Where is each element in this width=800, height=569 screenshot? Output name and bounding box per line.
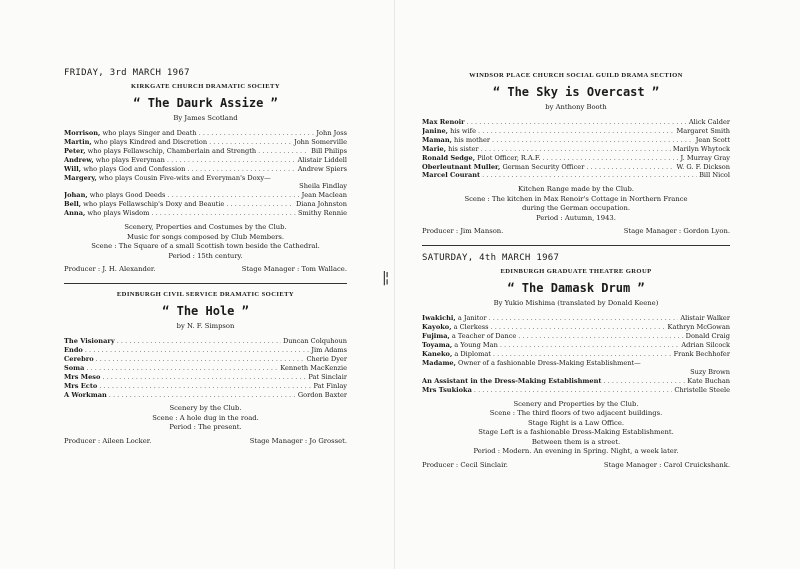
character xyxy=(64,165,185,174)
leader-dots xyxy=(493,350,672,359)
actor-name: Alistair Liddell xyxy=(297,155,347,164)
character-name: Marie, xyxy=(422,144,447,153)
character-role: who plays God and Confession xyxy=(81,164,186,173)
producer-credit: Producer : Aileen Locker. xyxy=(64,436,152,445)
producer-credit: Producer : J. H. Alexander. xyxy=(64,265,156,274)
actor-name: Marilyn Whytock xyxy=(672,144,730,153)
leader-dots xyxy=(226,200,294,209)
cast-list xyxy=(422,118,730,180)
character xyxy=(422,127,476,136)
character-role: a Janitor xyxy=(455,314,487,323)
character xyxy=(422,154,540,163)
note-line: Period : 15th century. xyxy=(168,251,243,260)
character-name: Maman, xyxy=(422,135,452,144)
performance-date: SATURDAY, 4th MARCH 1967 xyxy=(422,253,560,264)
credits xyxy=(64,437,347,445)
actor-name: Jean Scott xyxy=(695,135,730,144)
play-title: “ The Damask Drum ” xyxy=(507,281,645,296)
character xyxy=(64,355,94,364)
actor-name: W. G. F. Dickson xyxy=(676,162,730,171)
production-notes xyxy=(64,223,347,261)
cast-entry xyxy=(64,156,347,165)
cast-entry xyxy=(422,323,730,332)
character xyxy=(422,377,601,386)
left-page xyxy=(0,0,395,569)
leader-dots xyxy=(481,145,671,154)
leader-dots xyxy=(482,171,697,180)
actor-name: Sheila Findlay xyxy=(299,182,347,191)
production-notes xyxy=(422,400,730,457)
character-role: his wife xyxy=(447,126,477,135)
character-name: Endo xyxy=(64,345,83,354)
character-role: who plays Wisdom xyxy=(85,209,150,218)
note-line: Scene : A hole dug in the road. xyxy=(152,413,259,422)
note-line: Scene : The kitchen in Max Renoir's Cottage in Northern France xyxy=(464,194,688,203)
actor-name: Kathryn McGowan xyxy=(667,323,730,332)
character-name: Peter, xyxy=(64,146,86,155)
character-name: Mrs Tsukioka xyxy=(422,385,472,394)
note-line: during the German occupation. xyxy=(521,204,631,213)
actor-name: Pat Sinclair xyxy=(308,372,347,381)
stage-manager-credit: Stage Manager : Tom Wallace. xyxy=(241,265,347,274)
actor-name: John Joss xyxy=(316,129,347,137)
character-role: who plays Cousin Five-wits and Everyman's Doxy— xyxy=(96,173,271,182)
character-name: Will, xyxy=(64,164,82,173)
play-title: “ The Sky is Overcast ” xyxy=(492,85,660,99)
leader-dots xyxy=(167,191,299,200)
actor-name: Gordon Baxter xyxy=(297,390,347,399)
cast-entry xyxy=(422,145,730,154)
character-name: Morrison, xyxy=(64,129,101,137)
character xyxy=(64,391,107,400)
actor-name: Donald Craig xyxy=(685,332,730,341)
leader-dots xyxy=(209,138,292,147)
character-name: An Assistant in the Dress-Making Establishment xyxy=(422,376,602,385)
production-notes xyxy=(422,185,730,223)
note-line: Scenery, Properties and Costumes by the Club. xyxy=(124,223,287,232)
note-line: Scenery and Properties by the Club. xyxy=(513,399,639,408)
cast-entry xyxy=(422,154,730,163)
society-name: WINDSOR PLACE CHURCH SOCIAL GUILD DRAMA SECTION xyxy=(469,72,683,79)
note-line: Music for songs composed by Club Members. xyxy=(126,232,285,241)
society-name: KIRKGATE CHURCH DRAMATIC SOCIETY xyxy=(130,83,281,90)
actor-name: Kenneth MacKenzie xyxy=(280,363,347,372)
cast-entry xyxy=(422,359,730,377)
character-name: Max Renoir xyxy=(422,118,465,126)
character-name: Margery, xyxy=(64,173,97,182)
character-name: Cerebro xyxy=(64,354,94,363)
character-name: Bell, xyxy=(64,200,82,209)
character-name: Mrs Meso xyxy=(64,372,101,381)
cast-entry xyxy=(422,341,730,350)
leader-dots xyxy=(99,382,311,391)
cast-entry xyxy=(64,346,347,355)
actor-name: Jean Maclean xyxy=(301,191,347,200)
cast-entry xyxy=(422,127,730,136)
note-line: Scene : The third floors of two adjacent buildings. xyxy=(489,409,663,417)
cast-entry xyxy=(422,314,730,323)
cast-entry xyxy=(422,332,730,341)
cast-entry xyxy=(422,136,730,145)
character-role: a Young Man xyxy=(452,341,498,350)
character-name: Anna, xyxy=(64,209,86,218)
actor-name: Bill Philips xyxy=(311,146,347,155)
stage-manager-credit: Stage Manager : Carol Cruickshank. xyxy=(603,460,730,469)
character-name: Mrs Ecto xyxy=(64,381,98,390)
character xyxy=(422,314,487,323)
character-role: his sister xyxy=(446,144,479,153)
play-author: by Anthony Booth xyxy=(545,103,607,111)
credits xyxy=(422,461,730,469)
credits xyxy=(64,265,347,273)
right-column xyxy=(422,72,730,469)
character-role: German Security Officer xyxy=(500,162,585,171)
character xyxy=(64,138,207,147)
character-name: Madame, xyxy=(422,358,456,367)
fold-mark: |¦ xyxy=(382,270,388,286)
character-role: who plays Kindred and Discretion xyxy=(91,137,208,146)
leader-dots xyxy=(86,364,278,373)
character-name: Johan, xyxy=(64,191,88,200)
note-line: Period : Autumn, 1943. xyxy=(536,213,616,222)
leader-dots xyxy=(492,136,694,145)
leader-dots xyxy=(109,391,296,400)
character xyxy=(422,350,491,359)
cast-list xyxy=(422,314,730,394)
note-line: Stage Right is a Law Office. xyxy=(527,418,625,427)
character xyxy=(64,364,84,373)
character xyxy=(64,209,149,218)
character xyxy=(64,156,165,165)
leader-dots xyxy=(491,323,666,332)
note-line: Between them is a street. xyxy=(531,437,621,446)
cast-entry xyxy=(64,391,347,400)
actor-name: Alick Calder xyxy=(688,118,730,126)
character-name: The Visionary xyxy=(64,337,115,346)
play-author: By James Scotland xyxy=(173,114,238,122)
left-column xyxy=(64,68,347,445)
cast-entry xyxy=(64,191,347,200)
section-divider xyxy=(64,283,347,284)
character-name: A Workman xyxy=(64,390,107,399)
actor-name: Frank Bechhofer xyxy=(673,349,730,358)
cast-entry xyxy=(64,209,347,218)
leader-dots xyxy=(102,373,306,382)
society-name: EDINBURGH GRADUATE THEATRE GROUP xyxy=(500,268,652,276)
actor-name: Margaret Smith xyxy=(676,126,730,135)
character-name: Oberleutnant Muller, xyxy=(422,162,501,171)
leader-dots xyxy=(478,127,674,136)
actor-name: Duncan Colquhoun xyxy=(282,337,347,346)
character-role: who plays Fellawschip, Chamberlain and Strength xyxy=(85,146,257,155)
character xyxy=(422,163,584,172)
section-divider xyxy=(422,245,730,246)
character-name: Martin, xyxy=(64,137,92,146)
credits xyxy=(422,227,730,235)
cast-entry xyxy=(422,171,730,180)
character xyxy=(422,332,516,341)
actor-name: John Somerville xyxy=(294,137,347,146)
note-line: Period : The present. xyxy=(169,423,242,432)
leader-dots xyxy=(167,156,296,165)
actor-name: Pat Finlay xyxy=(313,381,347,390)
character xyxy=(64,346,83,355)
character-name: Marcel Courant xyxy=(422,171,481,180)
character xyxy=(64,129,197,138)
cast-entry xyxy=(64,200,347,209)
leader-dots xyxy=(187,165,295,174)
leader-dots xyxy=(199,129,315,138)
note-line: Kitchen Range made by the Club. xyxy=(518,185,634,194)
play-author: by N. F. Simpson xyxy=(176,322,235,331)
cast-entry xyxy=(64,129,347,138)
cast-entry xyxy=(64,364,347,373)
actor-name: Cherie Dyer xyxy=(306,354,347,363)
cast-entry xyxy=(64,355,347,364)
note-line: Scenery by the Club. xyxy=(169,404,242,413)
actor-name: Christelle Steele xyxy=(674,385,730,394)
society-name: EDINBURGH CIVIL SERVICE DRAMATIC SOCIETY xyxy=(116,291,295,299)
actor-name: J. Murray Gray xyxy=(680,153,730,162)
leader-dots xyxy=(489,314,679,323)
character-role: his mother xyxy=(451,135,491,144)
character xyxy=(64,200,224,209)
cast-entry xyxy=(422,386,730,395)
play-author: By Yukio Mishima (translated by Donald Keene) xyxy=(493,299,659,308)
character-role: who plays Good Deeds xyxy=(87,191,166,200)
character-role: a Diplomat xyxy=(452,349,491,358)
play-title: “ The Hole ” xyxy=(162,304,249,319)
actor-name: Andrew Spiers xyxy=(297,164,347,173)
character-name: Toyama, xyxy=(422,341,453,350)
cast-list xyxy=(64,337,347,399)
leader-dots xyxy=(117,337,281,346)
actor-name: Diana Johnston xyxy=(296,200,347,209)
character-name: Iwakichi, xyxy=(422,314,456,323)
character-name: Andrew, xyxy=(64,155,94,164)
leader-dots xyxy=(474,386,672,395)
cast-entry xyxy=(64,147,347,156)
actor-name: Suzy Brown xyxy=(690,367,730,376)
cast-entry xyxy=(64,373,347,382)
character-role: who plays Singer and Death xyxy=(100,129,197,137)
right-page xyxy=(395,0,800,569)
character xyxy=(422,323,489,332)
leader-dots xyxy=(96,355,305,364)
cast-list xyxy=(64,129,347,218)
cast-entry xyxy=(64,165,347,174)
stage-manager-credit: Stage Manager : Jo Grosset. xyxy=(249,436,347,445)
character xyxy=(422,145,479,154)
actor-name: Smithy Rennie xyxy=(298,209,347,218)
character-role: Pilot Officer, R.A.F. xyxy=(475,153,541,162)
character-role: who plays Fellawschip's Doxy and Beautie xyxy=(81,200,225,209)
character xyxy=(422,118,465,127)
actor-name: Adrian Silcock xyxy=(681,341,730,350)
leader-dots xyxy=(542,154,678,163)
cast-entry xyxy=(422,377,730,386)
production-notes xyxy=(64,404,347,433)
cast-entry xyxy=(422,118,730,127)
note-line: Period : Modern. An evening in Spring. Night, a week later. xyxy=(473,447,679,455)
note-line: Stage Left is a fashionable Dress-Making Establishment. xyxy=(478,428,674,436)
cast-entry xyxy=(64,382,347,391)
character xyxy=(64,382,97,391)
character xyxy=(64,174,271,182)
leader-dots xyxy=(518,332,683,341)
character xyxy=(64,191,165,200)
leader-dots xyxy=(586,163,674,172)
leader-dots xyxy=(467,118,687,127)
leader-dots xyxy=(500,341,680,350)
performance-date: FRIDAY, 3rd MARCH 1967 xyxy=(64,68,190,78)
leader-dots xyxy=(151,209,296,218)
stage-manager-credit: Stage Manager : Gordon Lyon. xyxy=(623,227,730,236)
producer-credit: Producer : Jim Manson. xyxy=(422,227,504,236)
cast-entry xyxy=(64,138,347,147)
actor-name: Jim Adams xyxy=(311,345,347,354)
character-name: Janine, xyxy=(422,126,448,135)
character-name: Kayoko, xyxy=(422,323,452,332)
play-title: “ The Daurk Assize ” xyxy=(133,96,278,110)
character xyxy=(422,136,490,145)
note-line: Scene : The Square of a small Scottish town beside the Cathedral. xyxy=(91,242,320,251)
character xyxy=(422,341,498,350)
actor-name: Alistair Walker xyxy=(680,314,730,323)
leader-dots xyxy=(603,377,685,386)
actor-name: Bill Nicol xyxy=(699,171,730,180)
character xyxy=(422,359,641,367)
actor-name: Kate Buchan xyxy=(687,376,730,385)
cast-entry xyxy=(422,163,730,172)
leader-dots xyxy=(85,346,310,355)
character-name: Ronald Sedge, xyxy=(422,153,476,162)
character-role: a Clerkess xyxy=(451,323,489,332)
character xyxy=(422,171,480,180)
producer-credit: Producer : Cecil Sinclair. xyxy=(422,460,508,469)
character-role: who plays Everyman xyxy=(93,155,165,164)
cast-entry xyxy=(64,174,347,192)
character xyxy=(422,386,472,395)
character-role: Owner of a fashionable Dress-Making Establishment— xyxy=(455,358,641,367)
character-name: Fujima, xyxy=(422,332,450,341)
cast-entry xyxy=(64,337,347,346)
character-name: Soma xyxy=(64,363,85,372)
cast-entry xyxy=(422,350,730,359)
character-name: Kaneko, xyxy=(422,349,453,358)
character xyxy=(64,373,100,382)
character xyxy=(64,147,256,156)
character xyxy=(64,337,115,346)
character-role: a Teacher of Dance xyxy=(449,332,517,341)
leader-dots xyxy=(258,147,309,156)
